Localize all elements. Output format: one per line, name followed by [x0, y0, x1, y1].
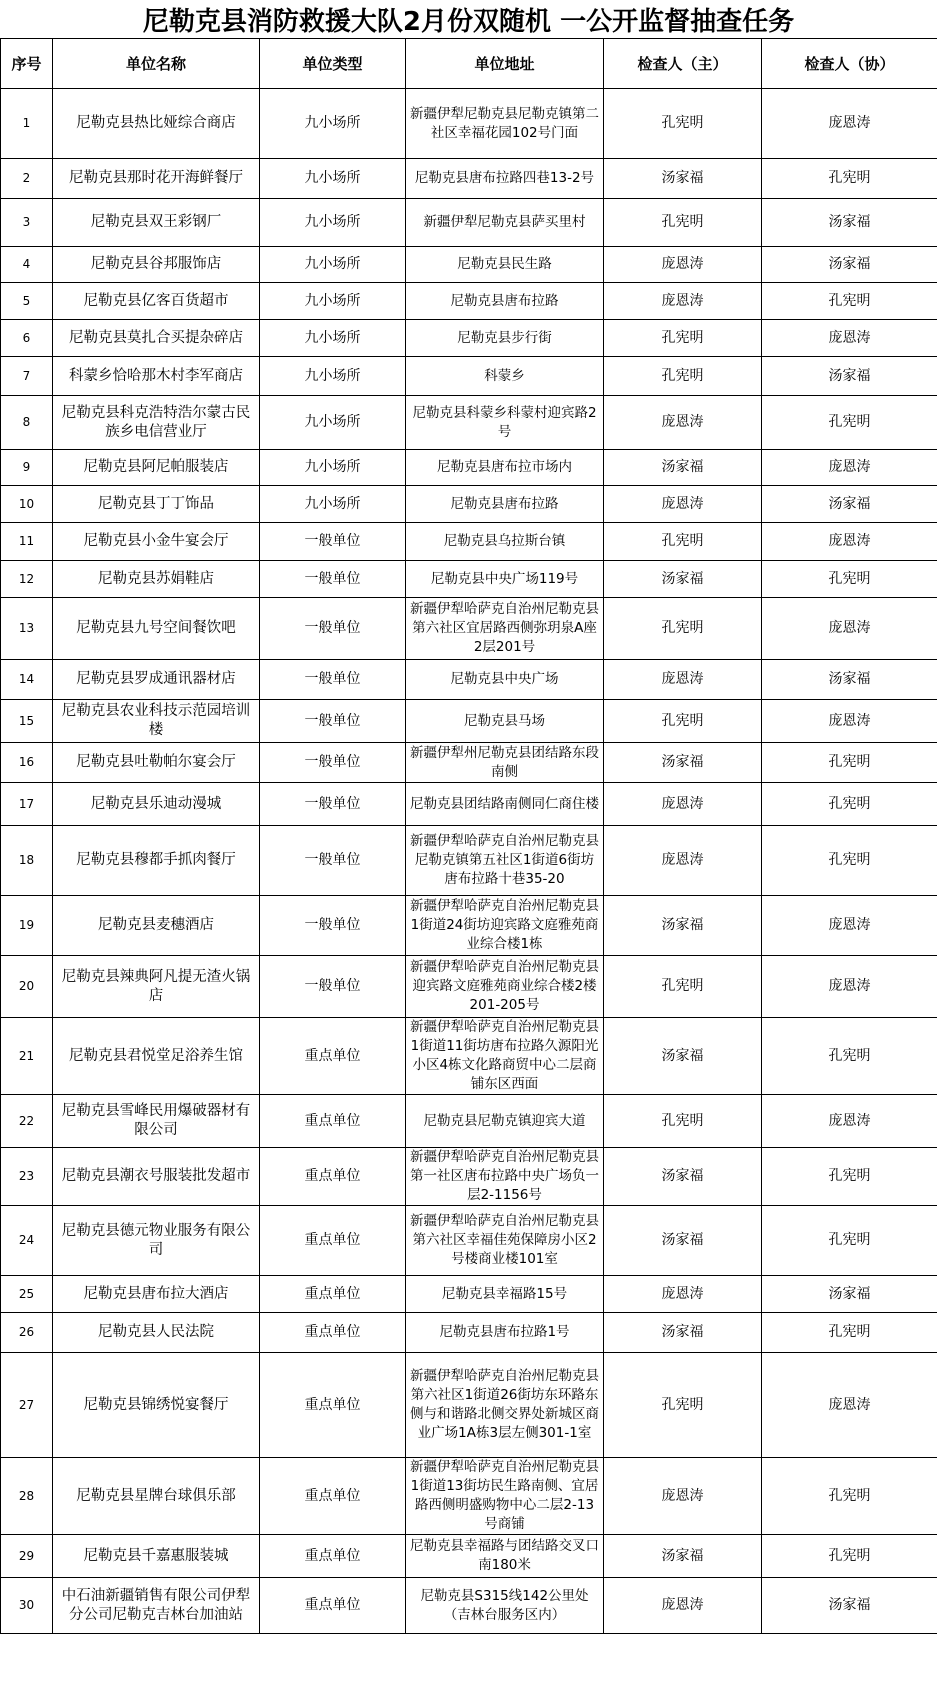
cell-assist-inspector: 汤家福 — [762, 247, 937, 283]
cell-unit-type: 一般单位 — [260, 561, 406, 598]
cell-unit-name: 尼勒克县丁丁饰品 — [53, 486, 260, 523]
cell-unit-name: 尼勒克县麦穗酒店 — [53, 896, 260, 956]
cell-assist-inspector: 庞恩涛 — [762, 523, 937, 561]
header-unit-type: 单位类型 — [260, 39, 406, 89]
cell-unit-type: 九小场所 — [260, 396, 406, 450]
header-main-inspector: 检查人（主） — [604, 39, 762, 89]
cell-main-inspector: 庞恩涛 — [604, 1578, 762, 1634]
cell-seq: 8 — [1, 396, 53, 450]
cell-main-inspector: 庞恩涛 — [604, 486, 762, 523]
cell-main-inspector: 孔宪明 — [604, 523, 762, 561]
cell-seq: 29 — [1, 1535, 53, 1578]
cell-unit-address: 尼勒克县唐布拉市场内 — [406, 450, 604, 486]
cell-seq: 25 — [1, 1276, 53, 1313]
cell-assist-inspector: 孔宪明 — [762, 1206, 937, 1276]
cell-unit-name: 尼勒克县人民法院 — [53, 1313, 260, 1353]
cell-unit-type: 九小场所 — [260, 159, 406, 199]
cell-main-inspector: 庞恩涛 — [604, 826, 762, 896]
cell-assist-inspector: 孔宪明 — [762, 743, 937, 783]
table-row — [1, 783, 937, 826]
cell-unit-name: 尼勒克县德元物业服务有限公司 — [53, 1206, 260, 1276]
cell-unit-name: 尼勒克县锦绣悦宴餐厅 — [53, 1353, 260, 1458]
cell-unit-name: 尼勒克县唐布拉大酒店 — [53, 1276, 260, 1313]
table-row — [1, 561, 937, 598]
cell-seq: 22 — [1, 1095, 53, 1148]
table-row — [1, 826, 937, 896]
cell-main-inspector: 庞恩涛 — [604, 783, 762, 826]
cell-main-inspector: 庞恩涛 — [604, 396, 762, 450]
cell-assist-inspector: 孔宪明 — [762, 396, 937, 450]
cell-unit-name: 尼勒克县雪峰民用爆破器材有限公司 — [53, 1095, 260, 1148]
cell-assist-inspector: 汤家福 — [762, 486, 937, 523]
cell-unit-type: 一般单位 — [260, 700, 406, 743]
cell-unit-address: 尼勒克县唐布拉路 — [406, 486, 604, 523]
table-row — [1, 247, 937, 283]
cell-unit-name: 尼勒克县亿客百货超市 — [53, 283, 260, 320]
cell-unit-address: 尼勒克县中央广场 — [406, 660, 604, 700]
cell-assist-inspector: 孔宪明 — [762, 283, 937, 320]
cell-unit-type: 一般单位 — [260, 896, 406, 956]
cell-assist-inspector: 汤家福 — [762, 199, 937, 247]
cell-main-inspector: 汤家福 — [604, 561, 762, 598]
cell-unit-name: 尼勒克县热比娅综合商店 — [53, 89, 260, 159]
cell-unit-address: 尼勒克县乌拉斯台镇 — [406, 523, 604, 561]
table-row — [1, 1018, 937, 1095]
cell-seq: 3 — [1, 199, 53, 247]
cell-main-inspector: 孔宪明 — [604, 956, 762, 1018]
cell-unit-address: 尼勒克县民生路 — [406, 247, 604, 283]
cell-seq: 11 — [1, 523, 53, 561]
cell-unit-type: 重点单位 — [260, 1458, 406, 1535]
cell-seq: 16 — [1, 743, 53, 783]
cell-unit-type: 九小场所 — [260, 247, 406, 283]
table-row — [1, 1095, 937, 1148]
cell-unit-address: 尼勒克县步行街 — [406, 320, 604, 357]
cell-unit-address: 新疆伊犁尼勒克县尼勒克镇第二社区幸福花园102号门面 — [406, 89, 604, 159]
cell-unit-name: 尼勒克县君悦堂足浴养生馆 — [53, 1018, 260, 1095]
inspection-task-table — [0, 38, 937, 1634]
cell-unit-type: 九小场所 — [260, 320, 406, 357]
cell-main-inspector: 庞恩涛 — [604, 247, 762, 283]
cell-assist-inspector: 孔宪明 — [762, 1148, 937, 1206]
cell-unit-address: 尼勒克县团结路南侧同仁商住楼 — [406, 783, 604, 826]
cell-main-inspector: 汤家福 — [604, 1313, 762, 1353]
cell-unit-name: 尼勒克县九号空间餐饮吧 — [53, 598, 260, 660]
table-row — [1, 396, 937, 450]
cell-unit-name: 尼勒克县阿尼帕服装店 — [53, 450, 260, 486]
cell-unit-address: 尼勒克县唐布拉路 — [406, 283, 604, 320]
cell-unit-address: 新疆伊犁尼勒克县萨买里村 — [406, 199, 604, 247]
cell-seq: 17 — [1, 783, 53, 826]
cell-seq: 12 — [1, 561, 53, 598]
cell-assist-inspector: 庞恩涛 — [762, 89, 937, 159]
cell-main-inspector: 孔宪明 — [604, 1095, 762, 1148]
table-row — [1, 1458, 937, 1535]
cell-main-inspector: 孔宪明 — [604, 598, 762, 660]
cell-unit-address: 尼勒克县科蒙乡科蒙村迎宾路2号 — [406, 396, 604, 450]
cell-assist-inspector: 汤家福 — [762, 1578, 937, 1634]
cell-seq: 18 — [1, 826, 53, 896]
cell-assist-inspector: 孔宪明 — [762, 1018, 937, 1095]
cell-seq: 27 — [1, 1353, 53, 1458]
cell-unit-name: 尼勒克县莫扎合买提杂碎店 — [53, 320, 260, 357]
cell-main-inspector: 庞恩涛 — [604, 660, 762, 700]
cell-main-inspector: 汤家福 — [604, 896, 762, 956]
cell-unit-type: 一般单位 — [260, 598, 406, 660]
cell-unit-type: 重点单位 — [260, 1535, 406, 1578]
cell-seq: 21 — [1, 1018, 53, 1095]
cell-seq: 28 — [1, 1458, 53, 1535]
header-unit-name: 单位名称 — [53, 39, 260, 89]
document-title: 尼勒克县消防救援大队2月份双随机 一公开监督抽查任务 — [142, 6, 795, 37]
cell-main-inspector: 孔宪明 — [604, 700, 762, 743]
cell-seq: 24 — [1, 1206, 53, 1276]
table-row — [1, 1313, 937, 1353]
cell-unit-address: 尼勒克县尼勒克镇迎宾大道 — [406, 1095, 604, 1148]
cell-unit-type: 九小场所 — [260, 199, 406, 247]
cell-unit-address: 新疆伊犁哈萨克自治州尼勒克县1街道13街坊民生路南侧、宜居路西侧明盛购物中心二层2-13号商铺 — [406, 1458, 604, 1535]
cell-unit-name: 尼勒克县科克浩特浩尔蒙古民族乡电信营业厅 — [53, 396, 260, 450]
cell-seq: 26 — [1, 1313, 53, 1353]
cell-assist-inspector: 孔宪明 — [762, 159, 937, 199]
cell-unit-address: 尼勒克县幸福路与团结路交叉口南180米 — [406, 1535, 604, 1578]
cell-unit-address: 尼勒克县中央广场119号 — [406, 561, 604, 598]
table-row — [1, 743, 937, 783]
cell-main-inspector: 汤家福 — [604, 743, 762, 783]
cell-unit-address: 新疆伊犁哈萨克自治州尼勒克县第六社区宜居路西侧弥玥泉A座2层201号 — [406, 598, 604, 660]
cell-unit-type: 重点单位 — [260, 1276, 406, 1313]
cell-unit-type: 重点单位 — [260, 1578, 406, 1634]
table-row — [1, 1535, 937, 1578]
cell-seq: 10 — [1, 486, 53, 523]
cell-unit-address: 新疆伊犁哈萨克自治州尼勒克县迎宾路文庭雅苑商业综合楼2楼201-205号 — [406, 956, 604, 1018]
cell-unit-name: 尼勒克县罗成通讯器材店 — [53, 660, 260, 700]
cell-unit-name: 尼勒克县苏娟鞋店 — [53, 561, 260, 598]
table-row — [1, 320, 937, 357]
table-row — [1, 1353, 937, 1458]
cell-unit-name: 尼勒克县小金牛宴会厅 — [53, 523, 260, 561]
cell-seq: 1 — [1, 89, 53, 159]
cell-unit-type: 一般单位 — [260, 660, 406, 700]
cell-assist-inspector: 汤家福 — [762, 357, 937, 396]
header-unit-address: 单位地址 — [406, 39, 604, 89]
cell-unit-name: 尼勒克县农业科技示范园培训楼 — [53, 700, 260, 743]
cell-unit-type: 重点单位 — [260, 1206, 406, 1276]
cell-unit-type: 九小场所 — [260, 89, 406, 159]
cell-seq: 19 — [1, 896, 53, 956]
cell-assist-inspector: 孔宪明 — [762, 561, 937, 598]
cell-assist-inspector: 庞恩涛 — [762, 320, 937, 357]
table-row — [1, 1148, 937, 1206]
table-row — [1, 199, 937, 247]
cell-unit-type: 一般单位 — [260, 956, 406, 1018]
table-row — [1, 896, 937, 956]
cell-main-inspector: 庞恩涛 — [604, 1458, 762, 1535]
cell-seq: 2 — [1, 159, 53, 199]
cell-unit-name: 尼勒克县千嘉惠服装城 — [53, 1535, 260, 1578]
cell-unit-address: 科蒙乡 — [406, 357, 604, 396]
cell-main-inspector: 汤家福 — [604, 1535, 762, 1578]
table-row — [1, 660, 937, 700]
cell-unit-name: 中石油新疆销售有限公司伊犁分公司尼勒克吉林台加油站 — [53, 1578, 260, 1634]
cell-unit-address: 尼勒克县唐布拉路1号 — [406, 1313, 604, 1353]
cell-unit-address: 尼勒克县S315线142公里处（吉林台服务区内） — [406, 1578, 604, 1634]
cell-seq: 23 — [1, 1148, 53, 1206]
cell-unit-name: 尼勒克县吐勒帕尔宴会厅 — [53, 743, 260, 783]
cell-unit-type: 重点单位 — [260, 1018, 406, 1095]
cell-unit-name: 尼勒克县那时花开海鲜餐厅 — [53, 159, 260, 199]
cell-assist-inspector: 孔宪明 — [762, 826, 937, 896]
cell-assist-inspector: 庞恩涛 — [762, 896, 937, 956]
cell-unit-type: 重点单位 — [260, 1353, 406, 1458]
cell-main-inspector: 孔宪明 — [604, 199, 762, 247]
cell-assist-inspector: 汤家福 — [762, 1276, 937, 1313]
cell-main-inspector: 汤家福 — [604, 159, 762, 199]
table-row — [1, 1578, 937, 1634]
cell-unit-type: 一般单位 — [260, 826, 406, 896]
cell-unit-address: 新疆伊犁哈萨克自治州尼勒克县1街道24街坊迎宾路文庭雅苑商业综合楼1栋 — [406, 896, 604, 956]
cell-unit-address: 新疆伊犁州尼勒克县团结路东段南侧 — [406, 743, 604, 783]
table-header-row — [1, 39, 937, 89]
cell-unit-address: 新疆伊犁哈萨克自治州尼勒克县尼勒克镇第五社区1街道6街坊唐布拉路十巷35-20 — [406, 826, 604, 896]
cell-main-inspector: 孔宪明 — [604, 1353, 762, 1458]
cell-unit-name: 尼勒克县潮衣号服装批发超市 — [53, 1148, 260, 1206]
cell-unit-name: 尼勒克县谷邦服饰店 — [53, 247, 260, 283]
cell-unit-name: 尼勒克县乐迪动漫城 — [53, 783, 260, 826]
cell-main-inspector: 汤家福 — [604, 450, 762, 486]
cell-assist-inspector: 孔宪明 — [762, 783, 937, 826]
table-row — [1, 159, 937, 199]
cell-unit-name: 尼勒克县穆都手抓肉餐厅 — [53, 826, 260, 896]
cell-unit-type: 九小场所 — [260, 450, 406, 486]
cell-unit-address: 新疆伊犁哈萨克自治州尼勒克县第六社区幸福佳苑保障房小区2号楼商业楼101室 — [406, 1206, 604, 1276]
cell-assist-inspector: 庞恩涛 — [762, 956, 937, 1018]
table-row — [1, 89, 937, 159]
cell-main-inspector: 孔宪明 — [604, 89, 762, 159]
table-row — [1, 450, 937, 486]
cell-seq: 5 — [1, 283, 53, 320]
cell-seq: 6 — [1, 320, 53, 357]
cell-main-inspector: 庞恩涛 — [604, 1276, 762, 1313]
cell-unit-type: 九小场所 — [260, 283, 406, 320]
cell-unit-type: 一般单位 — [260, 743, 406, 783]
cell-seq: 4 — [1, 247, 53, 283]
header-assist-inspector: 检查人（协） — [762, 39, 937, 89]
table-body — [1, 89, 937, 1634]
cell-seq: 7 — [1, 357, 53, 396]
cell-assist-inspector: 庞恩涛 — [762, 450, 937, 486]
cell-unit-type: 重点单位 — [260, 1148, 406, 1206]
cell-unit-name: 科蒙乡恰哈那木村李军商店 — [53, 357, 260, 396]
cell-main-inspector: 汤家福 — [604, 1206, 762, 1276]
cell-assist-inspector: 庞恩涛 — [762, 1353, 937, 1458]
cell-seq: 13 — [1, 598, 53, 660]
table-row — [1, 700, 937, 743]
table-row — [1, 956, 937, 1018]
cell-assist-inspector: 庞恩涛 — [762, 700, 937, 743]
cell-assist-inspector: 庞恩涛 — [762, 598, 937, 660]
cell-unit-type: 重点单位 — [260, 1095, 406, 1148]
cell-unit-type: 九小场所 — [260, 357, 406, 396]
cell-main-inspector: 汤家福 — [604, 1148, 762, 1206]
cell-unit-address: 新疆伊犁哈萨克自治州尼勒克县第六社区1街道26街坊东环路东侧与和谐路北侧交界处新城区商业广场1A栋3层左侧301-1室 — [406, 1353, 604, 1458]
table-row — [1, 598, 937, 660]
cell-unit-type: 九小场所 — [260, 486, 406, 523]
table-row — [1, 1276, 937, 1313]
cell-unit-address: 新疆伊犁哈萨克自治州尼勒克县第一社区唐布拉路中央广场负一层2-1156号 — [406, 1148, 604, 1206]
table-row — [1, 486, 937, 523]
cell-assist-inspector: 孔宪明 — [762, 1313, 937, 1353]
cell-unit-address: 尼勒克县唐布拉路四巷13-2号 — [406, 159, 604, 199]
table-row — [1, 357, 937, 396]
header-seq: 序号 — [1, 39, 53, 89]
cell-assist-inspector: 孔宪明 — [762, 1535, 937, 1578]
cell-unit-name: 尼勒克县星牌台球俱乐部 — [53, 1458, 260, 1535]
cell-unit-name: 尼勒克县双王彩钢厂 — [53, 199, 260, 247]
cell-main-inspector: 汤家福 — [604, 1018, 762, 1095]
cell-main-inspector: 孔宪明 — [604, 357, 762, 396]
table-row — [1, 523, 937, 561]
cell-unit-type: 一般单位 — [260, 783, 406, 826]
table-row — [1, 1206, 937, 1276]
cell-unit-type: 一般单位 — [260, 523, 406, 561]
cell-assist-inspector: 汤家福 — [762, 660, 937, 700]
cell-seq: 15 — [1, 700, 53, 743]
cell-unit-type: 重点单位 — [260, 1313, 406, 1353]
cell-assist-inspector: 庞恩涛 — [762, 1095, 937, 1148]
cell-seq: 20 — [1, 956, 53, 1018]
cell-main-inspector: 孔宪明 — [604, 320, 762, 357]
table-row — [1, 283, 937, 320]
cell-seq: 14 — [1, 660, 53, 700]
cell-seq: 30 — [1, 1578, 53, 1634]
cell-unit-address: 尼勒克县马场 — [406, 700, 604, 743]
cell-unit-name: 尼勒克县辣典阿凡提无渣火锅店 — [53, 956, 260, 1018]
cell-seq: 9 — [1, 450, 53, 486]
cell-assist-inspector: 孔宪明 — [762, 1458, 937, 1535]
cell-unit-address: 新疆伊犁哈萨克自治州尼勒克县1街道11街坊唐布拉路久源阳光小区4栋文化路商贸中心二层商铺东区西面 — [406, 1018, 604, 1095]
cell-unit-address: 尼勒克县幸福路15号 — [406, 1276, 604, 1313]
cell-main-inspector: 庞恩涛 — [604, 283, 762, 320]
